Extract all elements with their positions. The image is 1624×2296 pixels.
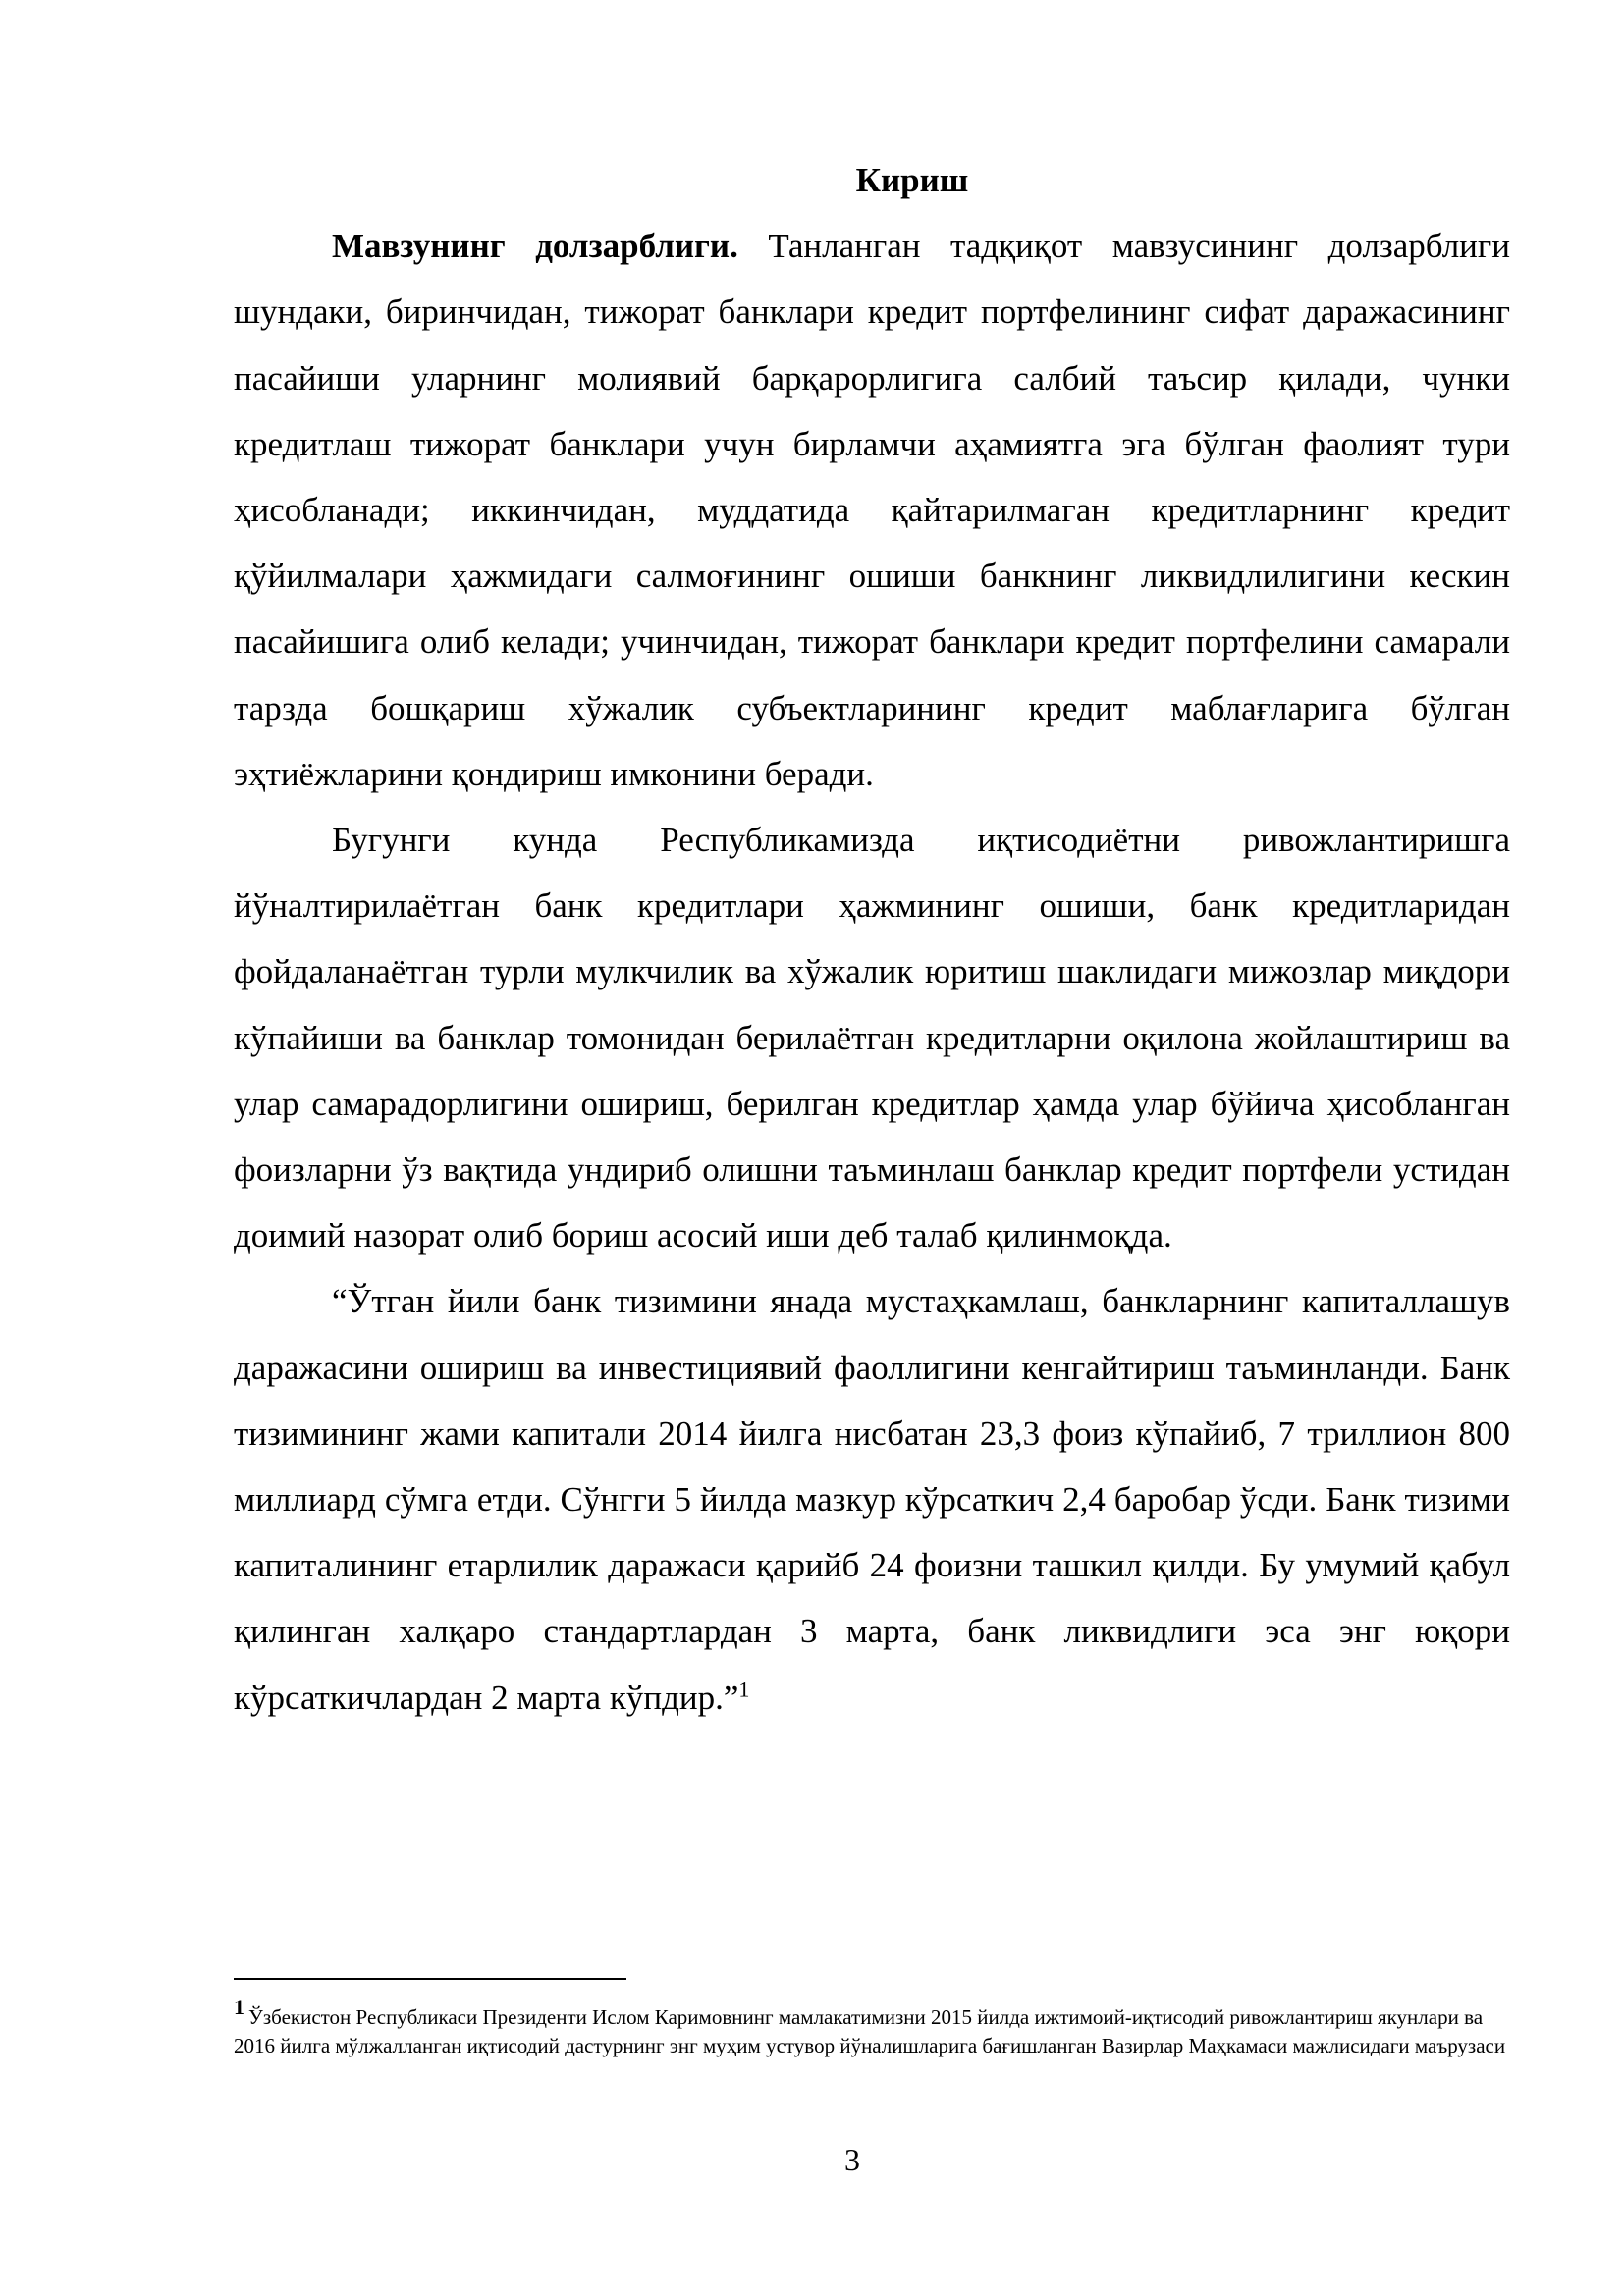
paragraph-quote: [234, 1268, 1510, 1730]
section-title: Кириш: [855, 161, 969, 199]
paragraph-text: Бугунги кунда Республикамизда иқтисодиётни ривожлантиришга йўналтирилаётган банк кредитлари ҳажмининг ошиши, банк кредитларидан фойдаланаётган турли мулкчилик ва хўжалик юритиш шаклидаги мижозлар миқдори кўпайиши ва банклар томонидан берилаётган кредитларни оқилона жойлаштириш ва улар самарадорлигини ошириш, берилган кредитлар ҳамда улар бўйича ҳисобланган фоизларни ўз вақтида ундириб олишни таъминлаш банклар кредит портфели устидан доимий назорат олиб бориш асосий иши деб талаб қилинмоқда.: [234, 821, 1510, 1255]
footnote-separator: [234, 1978, 626, 1980]
body-text: [234, 147, 1510, 1731]
footnote-reference[interactable]: 1: [738, 1677, 750, 1701]
paragraph-current-state: [234, 807, 1510, 1268]
footnote: [234, 1993, 1510, 2060]
page-number: 3: [844, 2142, 860, 2177]
paragraph-text: Танланган тадқиқот мавзусининг долзарблиги шундаки, биринчидан, тижорат банклари кредит портфелининг сифат даражасининг пасайиши уларнинг молиявий барқарорлигига салбий таъсир қилади, чунки кредитлаш тижорат банклари учун бирламчи аҳамиятга эга бўлган фаолият тури ҳисобланади; иккинчидан, муддатида қайтарилмаган кредитларнинг кредит қўйилмалари ҳажмидаги салмоғининг ошиши банкнинг ликвидлилигини кескин пасайишига олиб келади; учинчидан, тижорат банклари кредит портфелини самарали тарзда бошқариш хўжалик субъектларининг кредит маблағларига бўлган эҳтиёжларини қондириш имконини беради.: [234, 227, 1510, 793]
paragraph-lead-bold: Мавзунинг долзарблиги.: [332, 227, 738, 266]
paragraph-relevance: [234, 213, 1510, 807]
footnote-text: Ўзбекистон Республикаси Президенти Ислом Каримовнинг мамлакатимизни 2015 йилда ижтимоий-иқтисодий ривожлантириш якунлари ва 2016 йилга мўлжалланган иқтисодий дастурнинг энг муҳим устувор йўналишларига бағишланган Вазирлар Маҳкамаси мажлисидаги маърузаси: [234, 2005, 1506, 2057]
paragraph-text: “Ўтган йили банк тизимини янада мустаҳкамлаш, банкларнинг капиталлашув даражасини ошириш ва инвестициявий фаоллигини кенгайтириш таъминланди. Банк тизимининг жами капитали 2014 йилга нисбатан 23,3 фоиз кўпайиб, 7 триллион 800 миллиард сўмга етди. Сўнгги 5 йилда мазкур кўрсаткич 2,4 баробар ўсди. Банк тизими капиталининг етарлилик даражаси қарийб 24 фоизни ташкил қилди. Бу умумий қабул қилинган халқаро стандартлардан 3 марта, банк ликвидлиги эса энг юқори кўрсаткичлардан 2 марта кўпдир.”: [234, 1282, 1510, 1717]
footnote-number: 1: [234, 1995, 244, 2019]
